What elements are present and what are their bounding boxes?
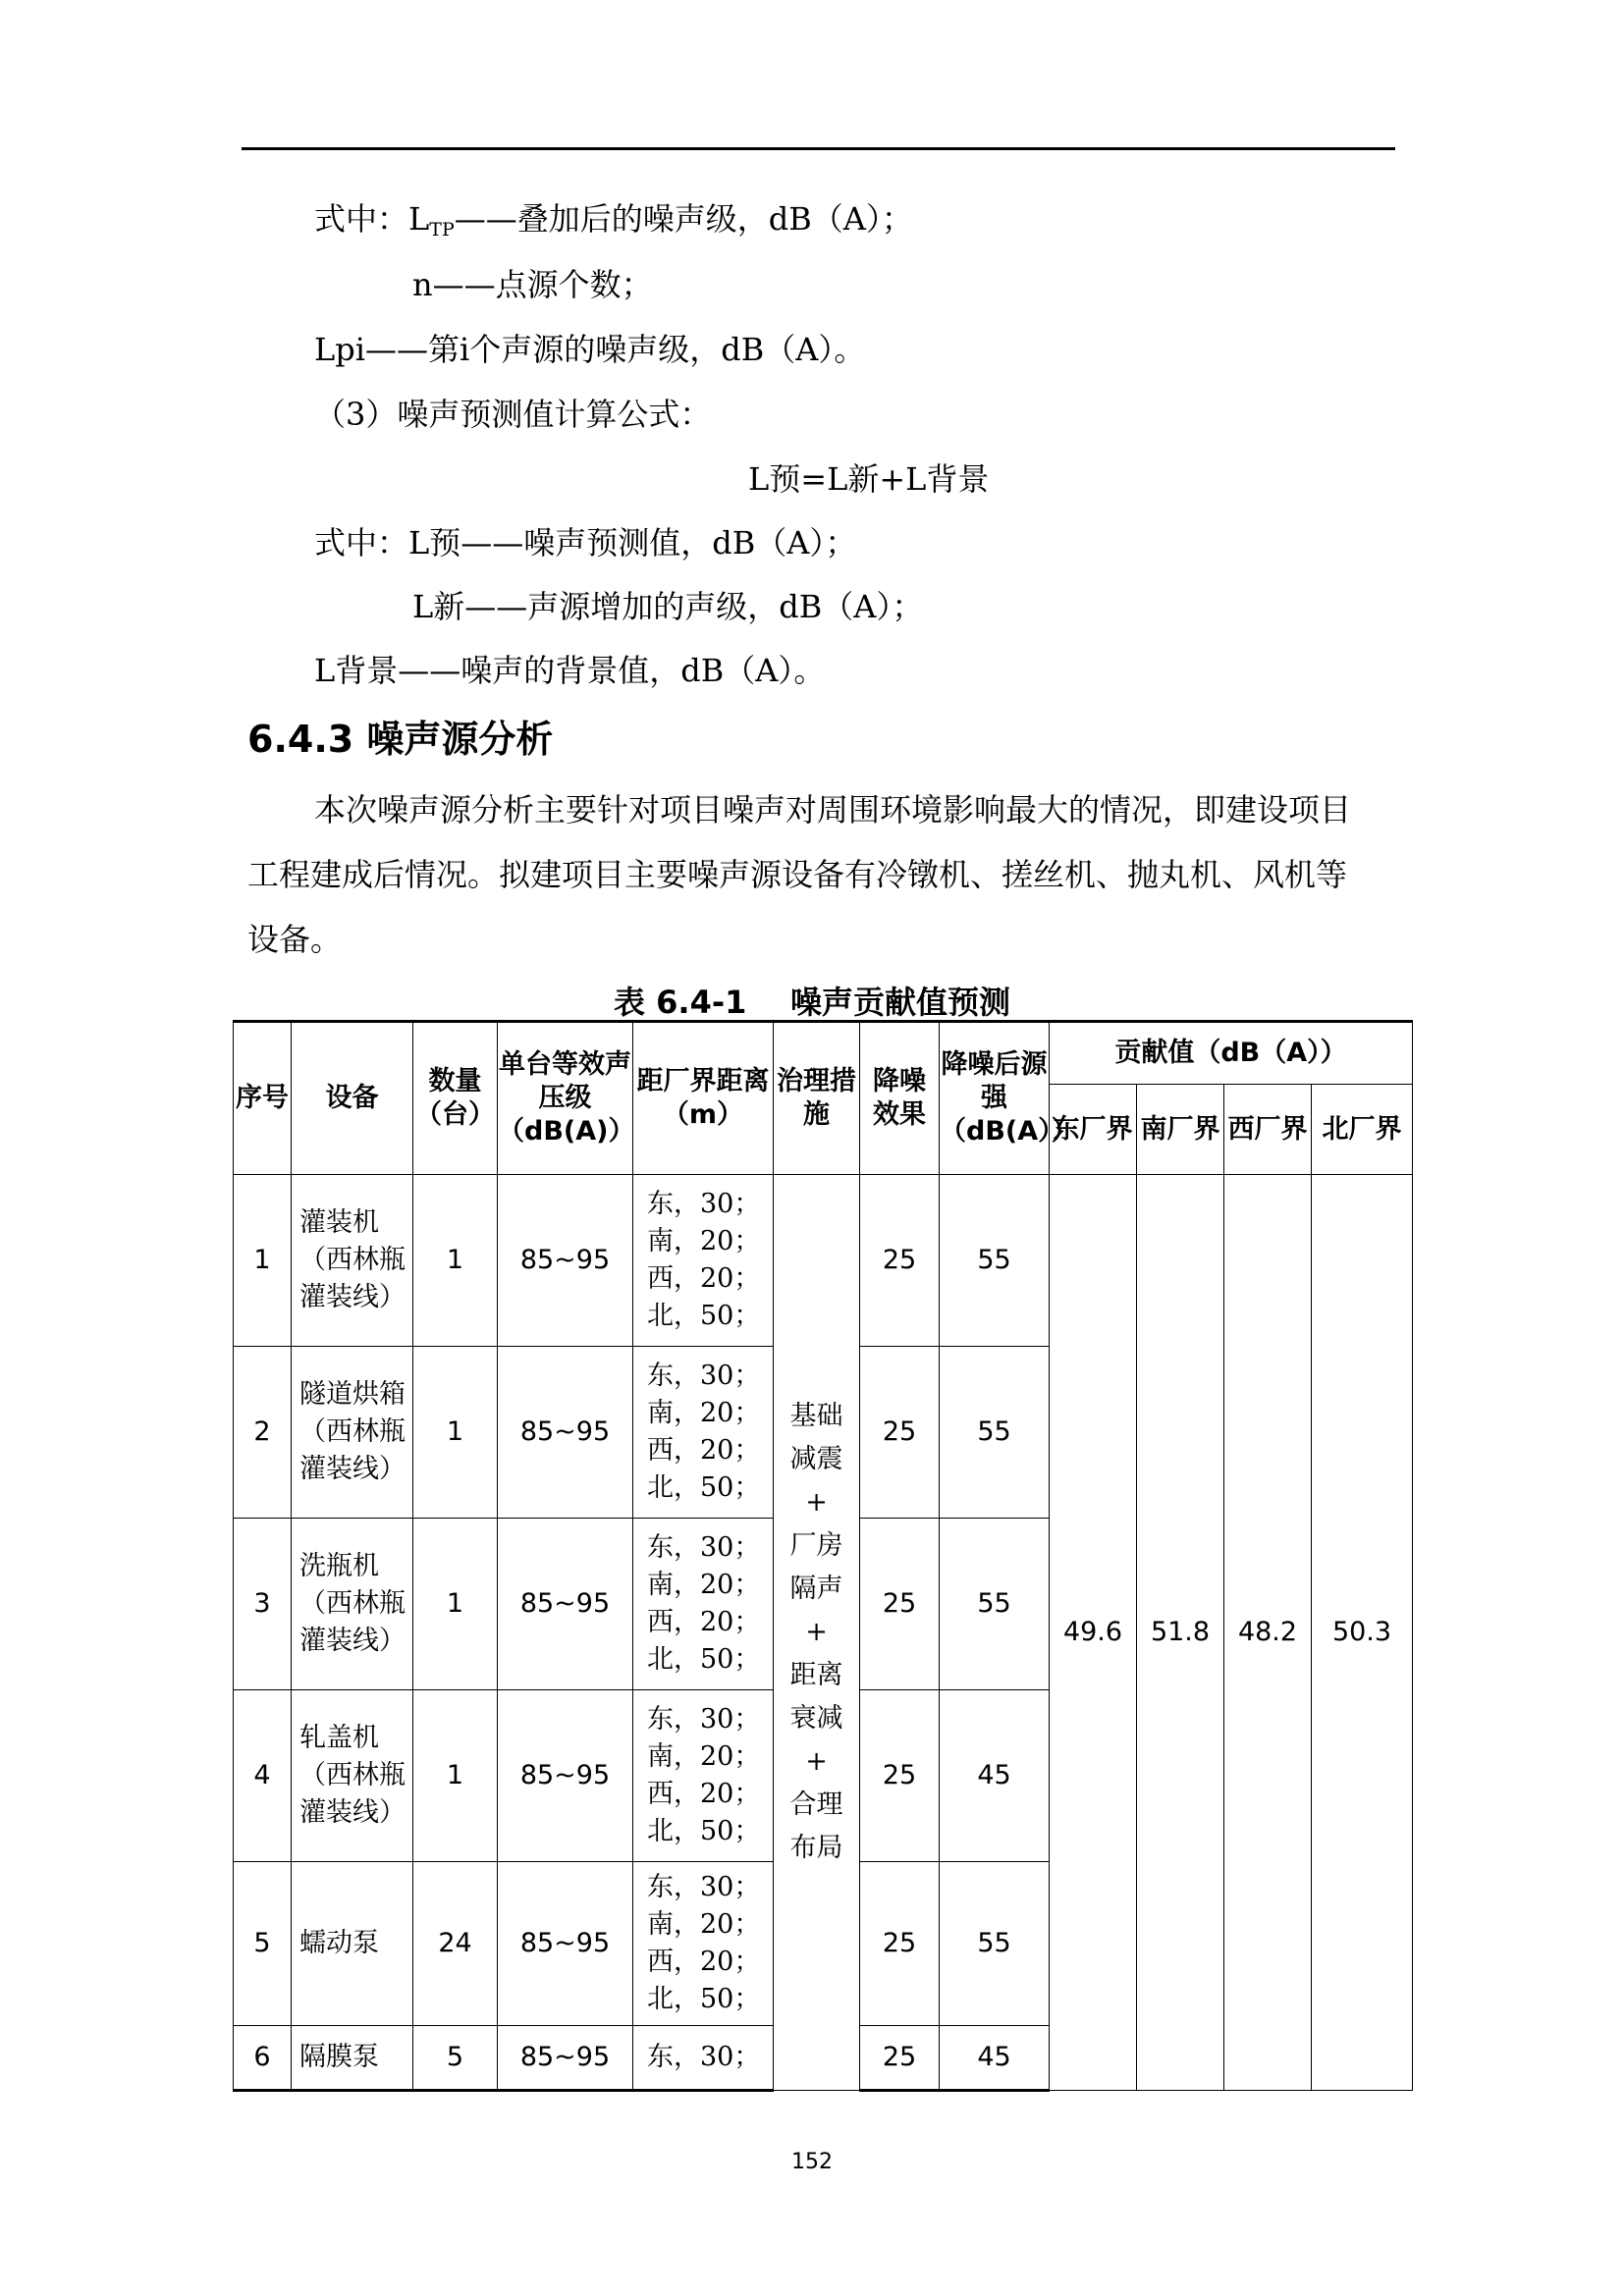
cell-reduction: 25 bbox=[860, 1690, 940, 1862]
cell-no: 4 bbox=[234, 1690, 292, 1862]
cell-no: 6 bbox=[234, 2026, 292, 2091]
header-after: 降噪后源强（dB(A）） bbox=[940, 1022, 1050, 1175]
distance-east: 东，30； bbox=[647, 2042, 761, 2072]
distance-west: 西，20； bbox=[647, 1779, 761, 1809]
distance-west: 西，20； bbox=[647, 1947, 761, 1977]
cell-reduction: 25 bbox=[860, 2026, 940, 2091]
cell-spl: 85~95 bbox=[498, 1347, 633, 1519]
header-rule bbox=[242, 147, 1395, 150]
cell-distance bbox=[633, 1862, 774, 2026]
measure-line: + bbox=[805, 1617, 828, 1647]
header-north: 北厂界 bbox=[1312, 1085, 1413, 1175]
cell-distance bbox=[633, 1690, 774, 1862]
distance-south: 南，20； bbox=[647, 1909, 761, 1940]
cell-distance bbox=[633, 1175, 774, 1347]
header-measure: 治理措施 bbox=[774, 1022, 860, 1175]
cell-qty: 1 bbox=[413, 1347, 498, 1519]
distance-east: 东，30； bbox=[647, 1872, 761, 1902]
section-item-3: （3）噪声预测值计算公式： bbox=[314, 396, 712, 433]
cell-spl: 85~95 bbox=[498, 1519, 633, 1690]
cell-qty: 5 bbox=[413, 2026, 498, 2091]
cell-west-contribution: 48.2 bbox=[1224, 1175, 1312, 2091]
measure-line: 合理 bbox=[789, 1789, 843, 1820]
cell-distance bbox=[633, 1519, 774, 1690]
header-spl: 单台等效声压级（dB(A)） bbox=[498, 1022, 633, 1175]
cell-qty: 1 bbox=[413, 1690, 498, 1862]
cell-no: 1 bbox=[234, 1175, 292, 1347]
cell-after: 55 bbox=[940, 1175, 1050, 1347]
distance-south: 南，20； bbox=[647, 1741, 761, 1772]
distance-west: 西，20； bbox=[647, 1263, 761, 1294]
cell-device: 灌装机（西林瓶灌装线） bbox=[292, 1175, 413, 1347]
distance-north: 北，50； bbox=[647, 1816, 761, 1846]
distance-east: 东，30； bbox=[647, 1189, 761, 1219]
cell-device: 轧盖机（西林瓶灌装线） bbox=[292, 1690, 413, 1862]
distance-north: 北，50； bbox=[647, 1644, 761, 1675]
measure-line: 基础 bbox=[789, 1401, 843, 1431]
cell-spl: 85~95 bbox=[498, 1690, 633, 1862]
header-reduction: 降噪效果 bbox=[860, 1022, 940, 1175]
header-distance: 距厂界距离（m） bbox=[633, 1022, 774, 1175]
section-heading: 6.4.3 噪声源分析 bbox=[247, 718, 554, 761]
distance-east: 东，30； bbox=[647, 1704, 761, 1735]
cell-reduction: 25 bbox=[860, 1862, 940, 2026]
measure-line: 衰减 bbox=[789, 1703, 843, 1734]
header-device: 设备 bbox=[292, 1022, 413, 1175]
cell-no: 2 bbox=[234, 1347, 292, 1519]
cell-distance bbox=[633, 1347, 774, 1519]
measure-line: 布局 bbox=[789, 1833, 843, 1863]
distance-west: 西，20； bbox=[647, 1607, 761, 1637]
cell-qty: 1 bbox=[413, 1519, 498, 1690]
measure-line: 减震 bbox=[789, 1444, 843, 1474]
cell-spl: 85~95 bbox=[498, 2026, 633, 2091]
table-caption: 表 6.4-1 噪声贡献值预测 bbox=[614, 984, 1010, 1021]
measure-line: 隔声 bbox=[789, 1574, 843, 1604]
measure-line: + bbox=[805, 1487, 828, 1518]
formula-where-line-6: L背景——噪声的背景值，dB（A）。 bbox=[314, 652, 826, 689]
header-no: 序号 bbox=[234, 1022, 292, 1175]
measure-line: + bbox=[805, 1746, 828, 1777]
cell-after: 55 bbox=[940, 1862, 1050, 2026]
cell-device: 隧道烘箱（西林瓶灌装线） bbox=[292, 1347, 413, 1519]
page-number: 152 bbox=[791, 2150, 833, 2174]
distance-north: 北，50； bbox=[647, 1472, 761, 1503]
noise-table bbox=[233, 1020, 1413, 2092]
cell-after: 45 bbox=[940, 1690, 1050, 1862]
cell-after: 45 bbox=[940, 2026, 1050, 2091]
formula-where-line-5: L新——声源增加的声级，dB（A）； bbox=[412, 588, 924, 625]
table-row bbox=[234, 1175, 1413, 1347]
cell-qty: 1 bbox=[413, 1175, 498, 1347]
cell-no: 5 bbox=[234, 1862, 292, 2026]
measure-line: 距离 bbox=[789, 1660, 843, 1690]
header-south: 南厂界 bbox=[1137, 1085, 1224, 1175]
header-qty: 数量（台） bbox=[413, 1022, 498, 1175]
header-east: 东厂界 bbox=[1050, 1085, 1137, 1175]
distance-north: 北，50； bbox=[647, 1984, 761, 2014]
cell-after: 55 bbox=[940, 1347, 1050, 1519]
cell-reduction: 25 bbox=[860, 1347, 940, 1519]
cell-no: 3 bbox=[234, 1519, 292, 1690]
formula-where-line-2: n——点源个数； bbox=[412, 266, 653, 303]
cell-device: 洗瓶机（西林瓶灌装线） bbox=[292, 1519, 413, 1690]
distance-north: 北，50； bbox=[647, 1301, 761, 1331]
formula-where-line-1: 式中：$L_{TP}——$叠加后的噪声级，dB（A）； bbox=[314, 200, 913, 240]
cell-north-contribution: 50.3 bbox=[1312, 1175, 1413, 2091]
cell-south-contribution: 51.8 bbox=[1137, 1175, 1224, 2091]
header-west: 西厂界 bbox=[1224, 1085, 1312, 1175]
measure-line: 厂房 bbox=[789, 1530, 843, 1561]
cell-measure bbox=[774, 1175, 860, 2091]
cell-after: 55 bbox=[940, 1519, 1050, 1690]
cell-qty: 24 bbox=[413, 1862, 498, 2026]
cell-reduction: 25 bbox=[860, 1519, 940, 1690]
distance-east: 东，30； bbox=[647, 1532, 761, 1563]
formula: L预=L新+L背景 bbox=[748, 460, 990, 498]
paragraph-line-2: 工程建成后情况。拟建项目主要噪声源设备有冷镦机、搓丝机、抛丸机、风机等 bbox=[247, 856, 1348, 893]
header-contribution: 贡献值（dB（A）） bbox=[1050, 1022, 1413, 1085]
formula-where-line-4: 式中：L预——噪声预测值，dB（A）； bbox=[314, 524, 857, 561]
cell-reduction: 25 bbox=[860, 1175, 940, 1347]
cell-spl: 85~95 bbox=[498, 1175, 633, 1347]
distance-east: 东，30； bbox=[647, 1361, 761, 1391]
cell-device: 隔膜泵 bbox=[292, 2026, 413, 2091]
paragraph-line-3: 设备。 bbox=[247, 921, 343, 958]
cell-distance bbox=[633, 2026, 774, 2091]
cell-spl: 85~95 bbox=[498, 1862, 633, 2026]
paragraph-line-1: 本次噪声源分析主要针对项目噪声对周围环境影响最大的情况，即建设项目 bbox=[314, 791, 1352, 828]
distance-south: 南，20； bbox=[647, 1570, 761, 1600]
cell-east-contribution: 49.6 bbox=[1050, 1175, 1137, 2091]
distance-south: 南，20； bbox=[647, 1226, 761, 1256]
formula-where-line-3: Lpi——第i个声源的噪声级，dB（A）。 bbox=[314, 331, 866, 368]
distance-south: 南，20； bbox=[647, 1398, 761, 1428]
cell-device: 蠕动泵 bbox=[292, 1862, 413, 2026]
distance-west: 西，20； bbox=[647, 1435, 761, 1466]
